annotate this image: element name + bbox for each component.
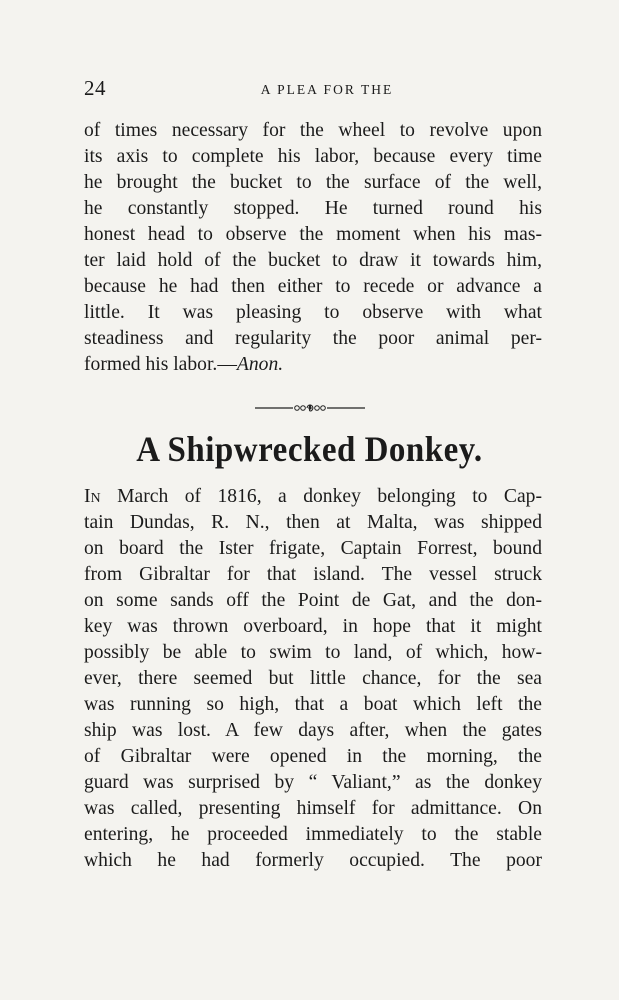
text-line: steadiness and regularity the poor animal per- [84, 328, 542, 349]
text-line: he brought the bucket to the surface of the well, [84, 172, 542, 193]
text-line: key was thrown overboard, in hope that it might [84, 616, 542, 637]
text-line: was called, presenting himself for admittance. On [84, 798, 542, 819]
text-line: of Gibraltar were opened in the morning, the [84, 746, 542, 767]
text-line: was running so high, that a boat which left the [84, 694, 542, 715]
text-line: honest head to observe the moment when his mas- [84, 224, 542, 245]
text-line: possibly be able to swim to land, of which, how- [84, 642, 542, 663]
text-line: because he had then either to recede or advance a [84, 276, 542, 297]
opening-word: In [84, 486, 101, 507]
text-line: tain Dundas, R. N., then at Malta, was shipped [84, 512, 542, 533]
text-line: entering, he proceeded immediately to the stable [84, 824, 542, 845]
text-line: on board the Ister frigate, Captain Forrest, bound [84, 538, 542, 559]
text-line: ter laid hold of the bucket to draw it towards him, [84, 250, 542, 271]
paragraph-continued [84, 118, 542, 378]
attribution: Anon. [236, 354, 284, 375]
text-line: little. It was pleasing to observe with what [84, 302, 542, 323]
text-line: of times necessary for the wheel to revolve upon [84, 120, 542, 141]
text-line: ship was lost. A few days after, when the gates [84, 720, 542, 741]
text-line-final [84, 352, 542, 378]
page-number: 24 [84, 76, 106, 100]
paragraph-shipwrecked-donkey [84, 484, 542, 874]
running-head: A PLEA FOR THE [260, 82, 394, 97]
text-line-first [84, 484, 542, 510]
text-line: guard was surprised by “ Valiant,” as the donkey [84, 772, 542, 793]
first-line-rest: March of 1816, a donkey belonging to Cap- [117, 486, 542, 507]
text-line: he constantly stopped. He turned round his [84, 198, 542, 219]
text-line: on some sands off the Point de Gat, and the don- [84, 590, 542, 611]
section-divider-ornament [0, 398, 619, 418]
final-line-text: formed his labor.— [84, 354, 237, 375]
text-line: its axis to complete his labor, because every time [84, 146, 542, 167]
text-line: which he had formerly occupied. The poor [84, 850, 542, 871]
text-line: ever, there seemed but little chance, for the sea [84, 668, 542, 689]
divider-ornament-icon [255, 401, 365, 415]
page-header [84, 76, 544, 106]
text-line: from Gibraltar for that island. The vessel struck [84, 564, 542, 585]
section-title: A Shipwrecked Donkey. [136, 430, 483, 470]
